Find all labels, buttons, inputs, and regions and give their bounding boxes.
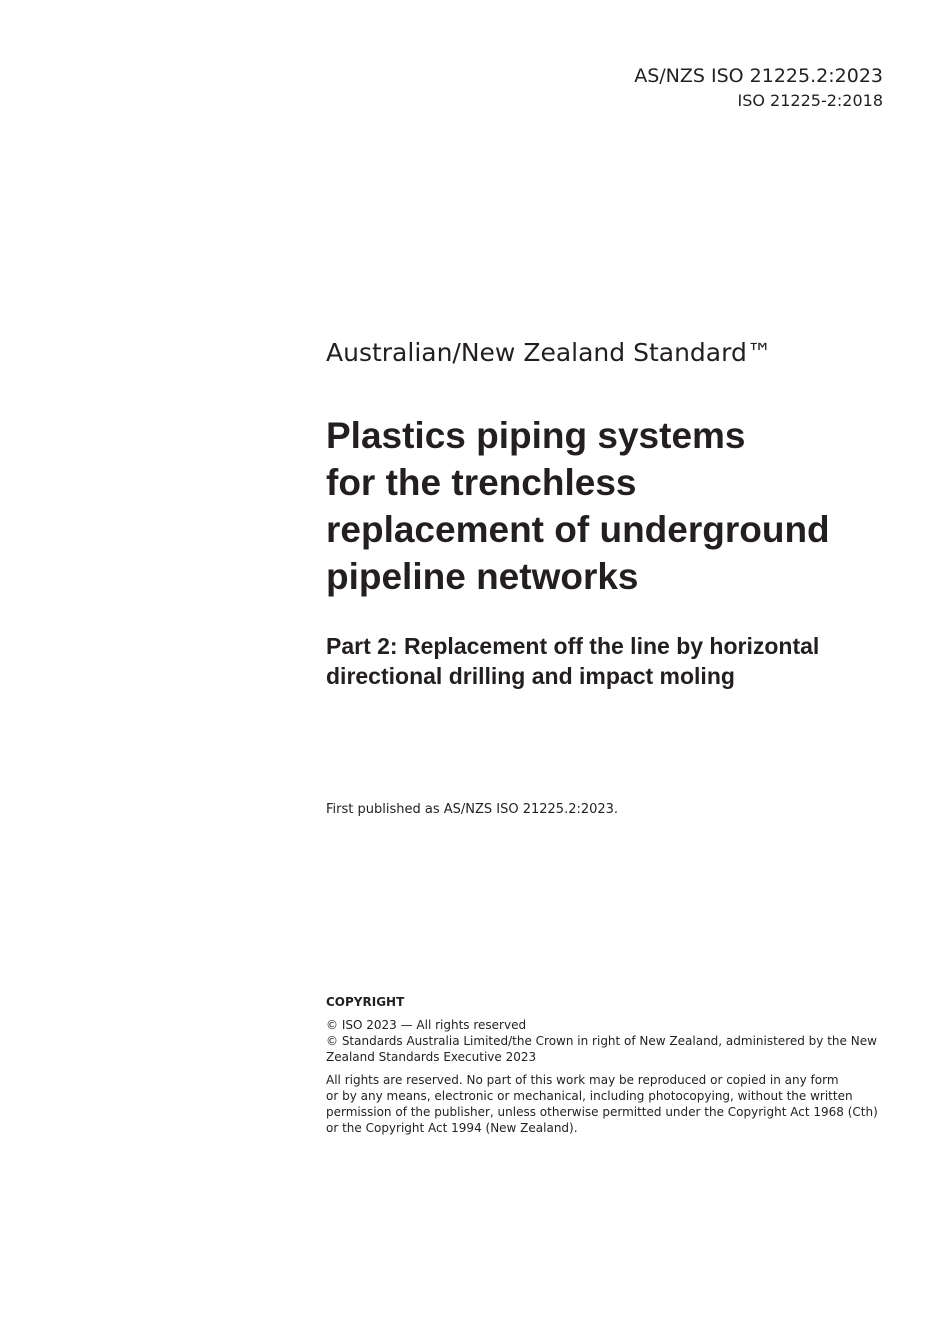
sa-copyright-line: © Standards Australia Limited/the Crown in right of New Zealand, administered by the New: [326, 1034, 877, 1048]
standard-number: AS/NZS ISO 21225.2:2023: [634, 65, 883, 87]
standard-series: Australian/New Zealand Standard™: [326, 338, 772, 367]
copyright-heading: COPYRIGHT: [326, 995, 405, 1009]
document-title: [326, 412, 896, 600]
document-subtitle: [326, 631, 886, 691]
iso-number: ISO 21225-2:2018: [737, 91, 883, 110]
first-published-note: First published as AS/NZS ISO 21225.2:2023.: [326, 802, 619, 817]
rights-statement: [326, 1072, 896, 1136]
title-line: replacement of underground: [326, 509, 830, 550]
rights-line: permission of the publisher, unless otherwise permitted under the Copyright Act 1968 (Cth): [326, 1105, 878, 1119]
title-line: Plastics piping systems: [326, 415, 746, 456]
subtitle-line: Part 2: Replacement off the line by horizontal: [326, 633, 820, 659]
iso-copyright-line: © ISO 2023 — All rights reserved: [326, 1018, 527, 1032]
rights-line: or the Copyright Act 1994 (New Zealand).: [326, 1121, 578, 1135]
title-line: pipeline networks: [326, 556, 639, 597]
rights-line: or by any means, electronic or mechanical, including photocopying, without the written: [326, 1089, 853, 1103]
rights-line: All rights are reserved. No part of this work may be reproduced or copied in any form: [326, 1073, 839, 1087]
copyright-block: [326, 994, 896, 1136]
title-line: for the trenchless: [326, 462, 637, 503]
subtitle-line: directional drilling and impact moling: [326, 663, 735, 689]
sa-copyright-line: Zealand Standards Executive 2023: [326, 1050, 537, 1064]
sa-copyright-statement: [326, 1033, 896, 1065]
